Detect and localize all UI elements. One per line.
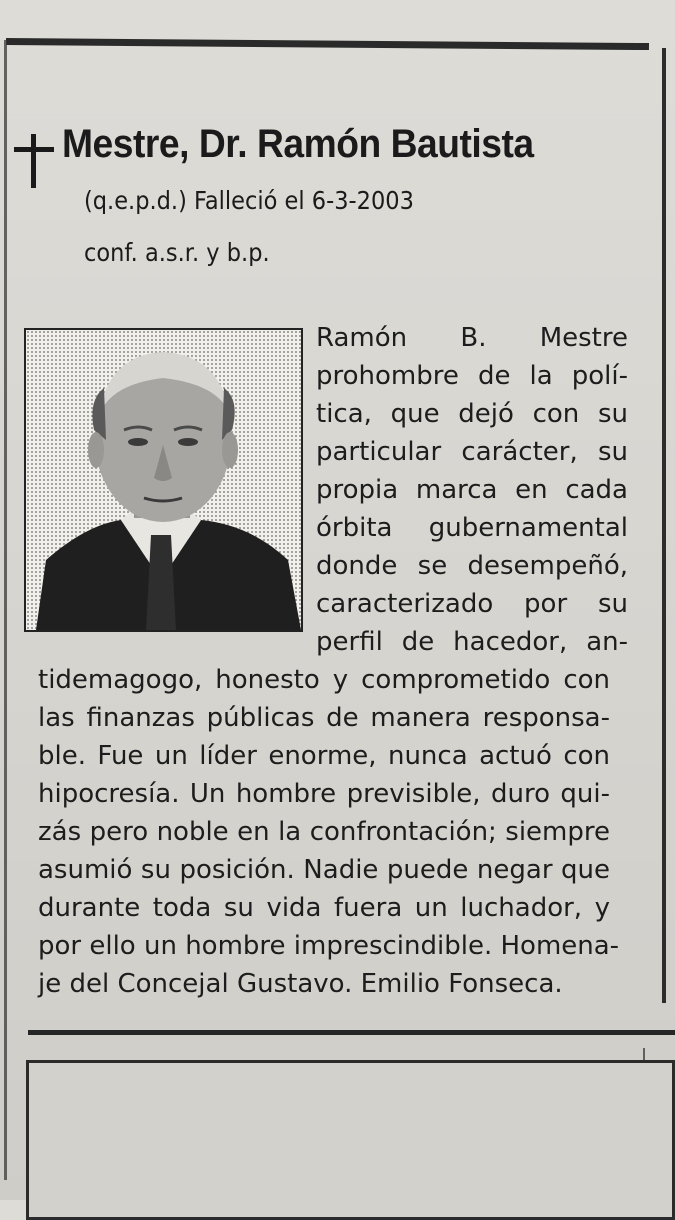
body-line: je del Concejal Gustavo. Emilio Fonseca. — [38, 969, 563, 999]
body-line: caracterizado por su — [316, 589, 628, 619]
body-line: tica, que dejó con su — [316, 399, 628, 429]
next-notice-box — [26, 1060, 675, 1220]
body-line: hipocresía. Un hombre previsible, duro qui- — [38, 779, 610, 809]
body-line: durante toda su vida fuera un luchador, y — [38, 893, 610, 923]
body-line: propia marca en cada — [316, 475, 628, 505]
body-line: zás pero noble en la confrontación; siempre — [38, 817, 610, 847]
religious-note-line: conf. a.s.r. y b.p. — [84, 238, 270, 267]
body-line: tidemagogo, honesto y comprometido con — [38, 665, 610, 695]
body-line: ble. Fue un líder enorme, nunca actuó con — [38, 741, 610, 771]
body-line: órbita gubernamental — [316, 513, 628, 543]
body-line: donde se desempeñó, — [316, 551, 628, 581]
bottom-rule — [28, 1030, 675, 1035]
body-line: asumió su posición. Nadie puede negar que — [38, 855, 610, 885]
body-line: las finanzas públicas de manera responsa- — [38, 703, 610, 733]
obituary-name: Mestre, Dr. Ramón Bautista — [62, 122, 534, 166]
body-line: Ramón B. Mestre — [316, 323, 628, 353]
body-line: por ello un hombre imprescindible. Homena- — [38, 931, 620, 961]
body-line: perfil de hacedor, an- — [316, 627, 628, 657]
body-line: prohombre de la polí- — [316, 361, 628, 391]
death-date-line: (q.e.p.d.) Falleció el 6-3-2003 — [84, 186, 414, 215]
body-line: particular carácter, su — [316, 437, 628, 467]
